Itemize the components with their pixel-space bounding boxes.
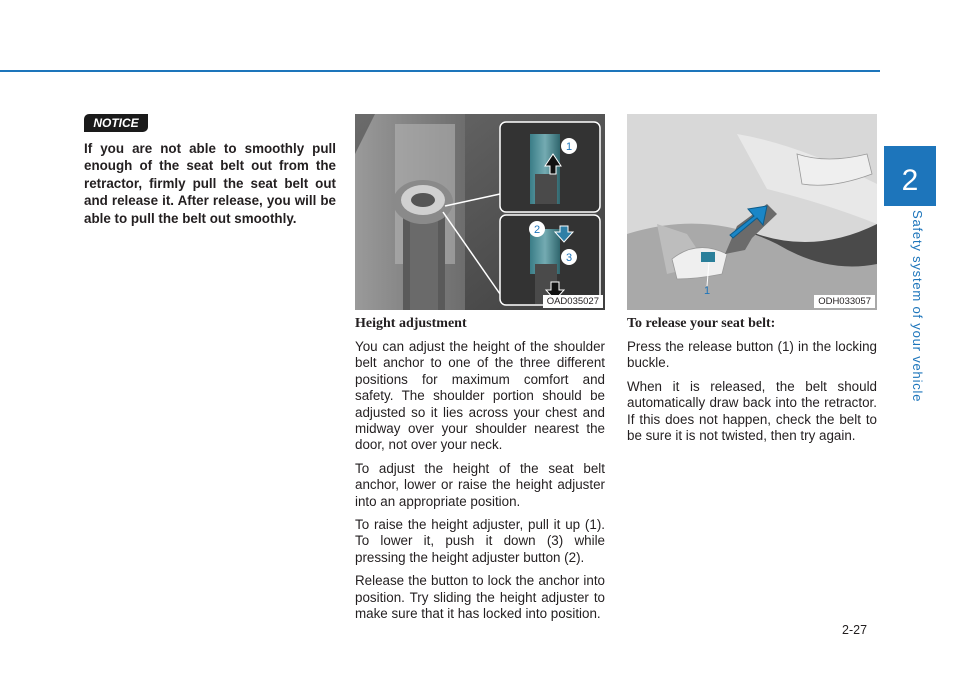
- chapter-title: Safety system of your vehicle: [910, 210, 925, 403]
- release-section: [627, 316, 877, 451]
- section-heading: Height adjustment: [355, 316, 467, 331]
- paragraph: When it is released, the belt should automatically draw back into the retractor. If this does not happen, check the belt to be sure it is not twisted, then try again.: [627, 378, 877, 444]
- figure-code: OAD035027: [543, 295, 603, 308]
- paragraph: To adjust the height of the seat belt anchor, lower or raise the height adjuster into an appropriate position.: [355, 460, 605, 509]
- notice-badge: NOTICE: [84, 114, 148, 132]
- section-heading: To release your seat belt:: [627, 316, 776, 331]
- figure-code: ODH033057: [814, 295, 875, 308]
- page-number: 2-27: [842, 623, 868, 637]
- callout-1: 1: [704, 285, 711, 297]
- paragraph: To raise the height adjuster, pull it up (1). To lower it, push it down (3) while pressing the height adjuster button (2).: [355, 517, 605, 565]
- header-rule: [0, 70, 880, 72]
- chapter-number: 2: [901, 164, 919, 197]
- chapter-tab[interactable]: [884, 146, 936, 206]
- callout-1: 1: [565, 141, 573, 153]
- notice-text: If you are not able to smoothly pull enough of the seat belt out from the retractor, firmly pull the seat belt out and release it. After release, you will be able to pull the belt out smoothly.: [84, 141, 336, 226]
- release-button-figure: [627, 114, 877, 310]
- height-adjustment-section: [355, 316, 605, 630]
- paragraph: Release the button to lock the anchor into position. Try sliding the height adjuster to make sure that it has locked into position.: [355, 573, 605, 622]
- callout-3: 3: [565, 252, 573, 264]
- paragraph: You can adjust the height of the shoulder belt anchor to one of the three different positions for maximum comfort and safety. The shoulder portion should be adjusted so it lies across your chest and midway over your shoulder nearest the door, not over your neck.: [355, 339, 605, 453]
- paragraph: Press the release button (1) in the locking buckle.: [627, 339, 877, 371]
- callout-2: 2: [533, 224, 541, 236]
- height-adjuster-figure: [355, 114, 605, 310]
